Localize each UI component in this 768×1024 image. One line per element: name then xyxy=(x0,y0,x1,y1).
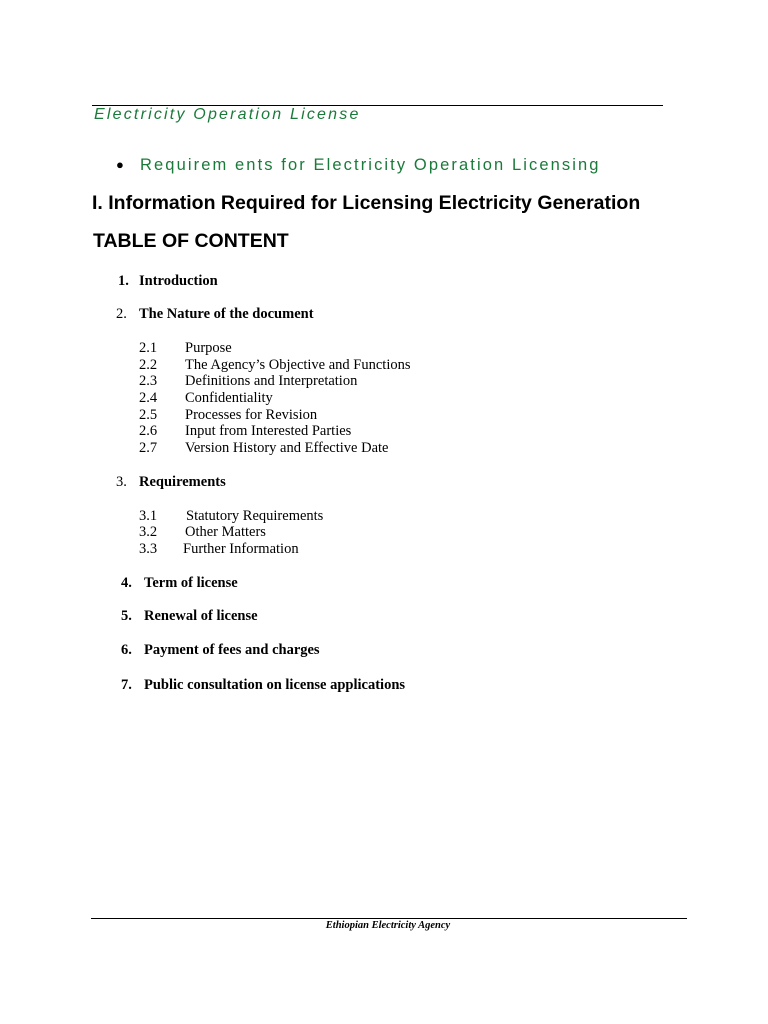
toc-subitem-number: 2.6 xyxy=(139,423,158,439)
toc-subitem-label: Statutory Requirements xyxy=(186,508,324,524)
bullet-dot-icon: ● xyxy=(116,157,124,172)
bullet-text: Requirem ents for Electricity Operation Licensing xyxy=(140,156,601,174)
toc-subitem-label: Definitions and Interpretation xyxy=(185,373,358,389)
toc-subitem-number: 3.1 xyxy=(139,508,158,524)
toc-item-number: 1. xyxy=(118,273,129,289)
footer-rule xyxy=(91,918,687,919)
toc-item-number: 6. xyxy=(121,642,132,658)
toc-subitem-number: 2.1 xyxy=(139,340,158,356)
toc-subitem-number: 2.7 xyxy=(139,440,158,456)
toc-subitem-label: Input from Interested Parties xyxy=(185,423,352,439)
toc-item-number: 7. xyxy=(121,677,132,693)
toc-item-number: 4. xyxy=(121,575,132,591)
toc-subitem-label: Other Matters xyxy=(185,524,266,540)
toc-item-label: Renewal of license xyxy=(144,608,258,624)
header-title: Electricity Operation License xyxy=(94,106,361,123)
toc-subitem-number: 2.4 xyxy=(139,390,158,406)
section-heading: I. Information Required for Licensing Electricity Generation xyxy=(92,192,641,214)
toc-subitem-label: Confidentiality xyxy=(185,390,273,406)
toc-subitem-number: 2.5 xyxy=(139,407,158,423)
toc-item-number: 2. xyxy=(116,306,127,322)
toc-heading: TABLE OF CONTENT xyxy=(93,230,289,252)
footer-text: Ethiopian Electricity Agency xyxy=(325,920,451,931)
toc-subitem-number: 2.3 xyxy=(139,373,158,389)
toc-subitem-number: 3.3 xyxy=(139,541,158,557)
toc-subitem-label: Purpose xyxy=(185,340,232,356)
toc-item-label: Introduction xyxy=(139,273,218,289)
toc-subitem-label: Version History and Effective Date xyxy=(185,440,389,456)
toc-item-label: Requirements xyxy=(139,474,226,490)
toc-item-label: The Nature of the document xyxy=(139,306,314,322)
toc-subitem-number: 3.2 xyxy=(139,524,158,540)
toc-subitem-label: The Agency’s Objective and Functions xyxy=(185,357,411,373)
toc-item-number: 3. xyxy=(116,474,127,490)
toc-item-label: Public consultation on license applications xyxy=(144,677,406,693)
toc-subitem-number: 2.2 xyxy=(139,357,158,373)
toc-item-number: 5. xyxy=(121,608,132,624)
toc-item-label: Payment of fees and charges xyxy=(144,642,320,658)
toc-subitem-label: Further Information xyxy=(183,541,299,557)
toc-subitem-label: Processes for Revision xyxy=(185,407,318,423)
toc-item-label: Term of license xyxy=(144,575,238,591)
